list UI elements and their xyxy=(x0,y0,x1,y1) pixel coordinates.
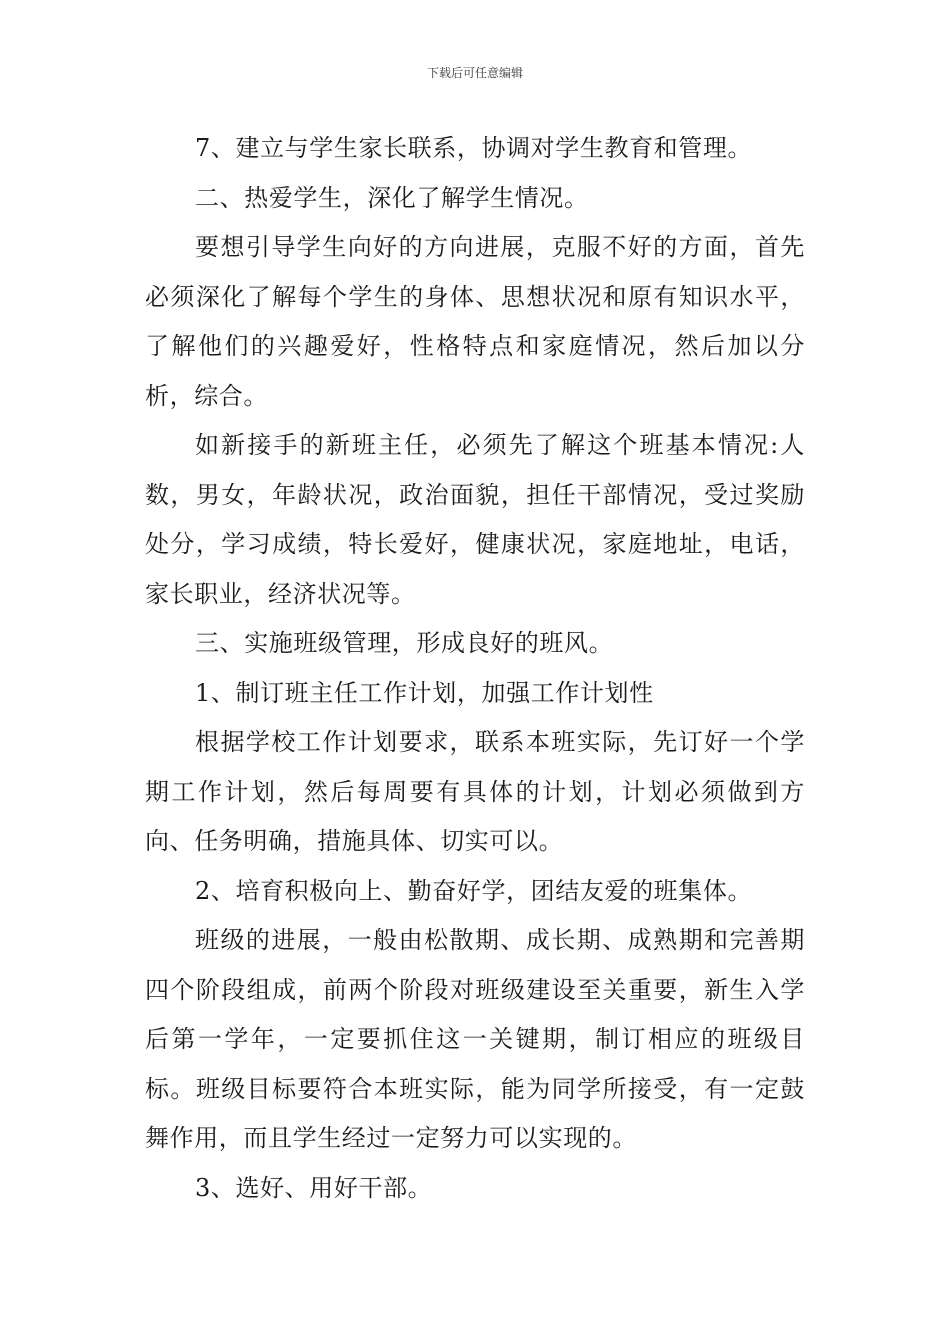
paragraph: 要想引导学生向好的方向进展，克服不好的方面，首先必须深化了解每个学生的身体、思想状况和原有知识水平，了解他们的兴趣爱好，性格特点和家庭情况，然后加以分析，综合。 xyxy=(145,233,805,410)
paragraph-item-7: 7、建立与学生家长联系，协调对学生教育和管理。 xyxy=(195,134,753,162)
paragraph: 班级的进展，一般由松散期、成长期、成熟期和完善期四个阶段组成，前两个阶段对班级建设至关重要，新生入学后第一学年，一定要抓住这一关键期，制订相应的班级目标。班级目标要符合本班实际，能为同学所接受，有一定鼓舞作用，而且学生经过一定努力可以实现的。 xyxy=(145,926,805,1152)
subheading-3: 3、选好、用好干部。 xyxy=(195,1173,433,1202)
section-heading-3: 三、实施班级管理，形成良好的班风。 xyxy=(195,629,614,657)
page-header: 下载后可任意编辑 xyxy=(426,66,523,80)
paragraph: 根据学校工作计划要求，联系本班实际，先订好一个学期工作计划，然后每周要有具体的计划，计划必须做到方向、任务明确，措施具体、切实可以。 xyxy=(145,728,805,855)
paragraph: 如新接手的新班主任，必须先了解这个班基本情况:人数，男女，年龄状况，政治面貌，担任干部情况，受过奖励处分，学习成绩，特长爱好，健康状况，家庭地址，电话，家长职业，经济状况等。 xyxy=(145,431,805,608)
document-body xyxy=(145,124,805,1213)
section-heading-2: 二、热爱学生，深化了解学生情况。 xyxy=(195,183,589,212)
subheading-2: 2、培育积极向上、勤奋好学，团结友爱的班集体。 xyxy=(195,876,753,905)
subheading-1: 1、制订班主任工作计划，加强工作计划性 xyxy=(195,678,654,707)
